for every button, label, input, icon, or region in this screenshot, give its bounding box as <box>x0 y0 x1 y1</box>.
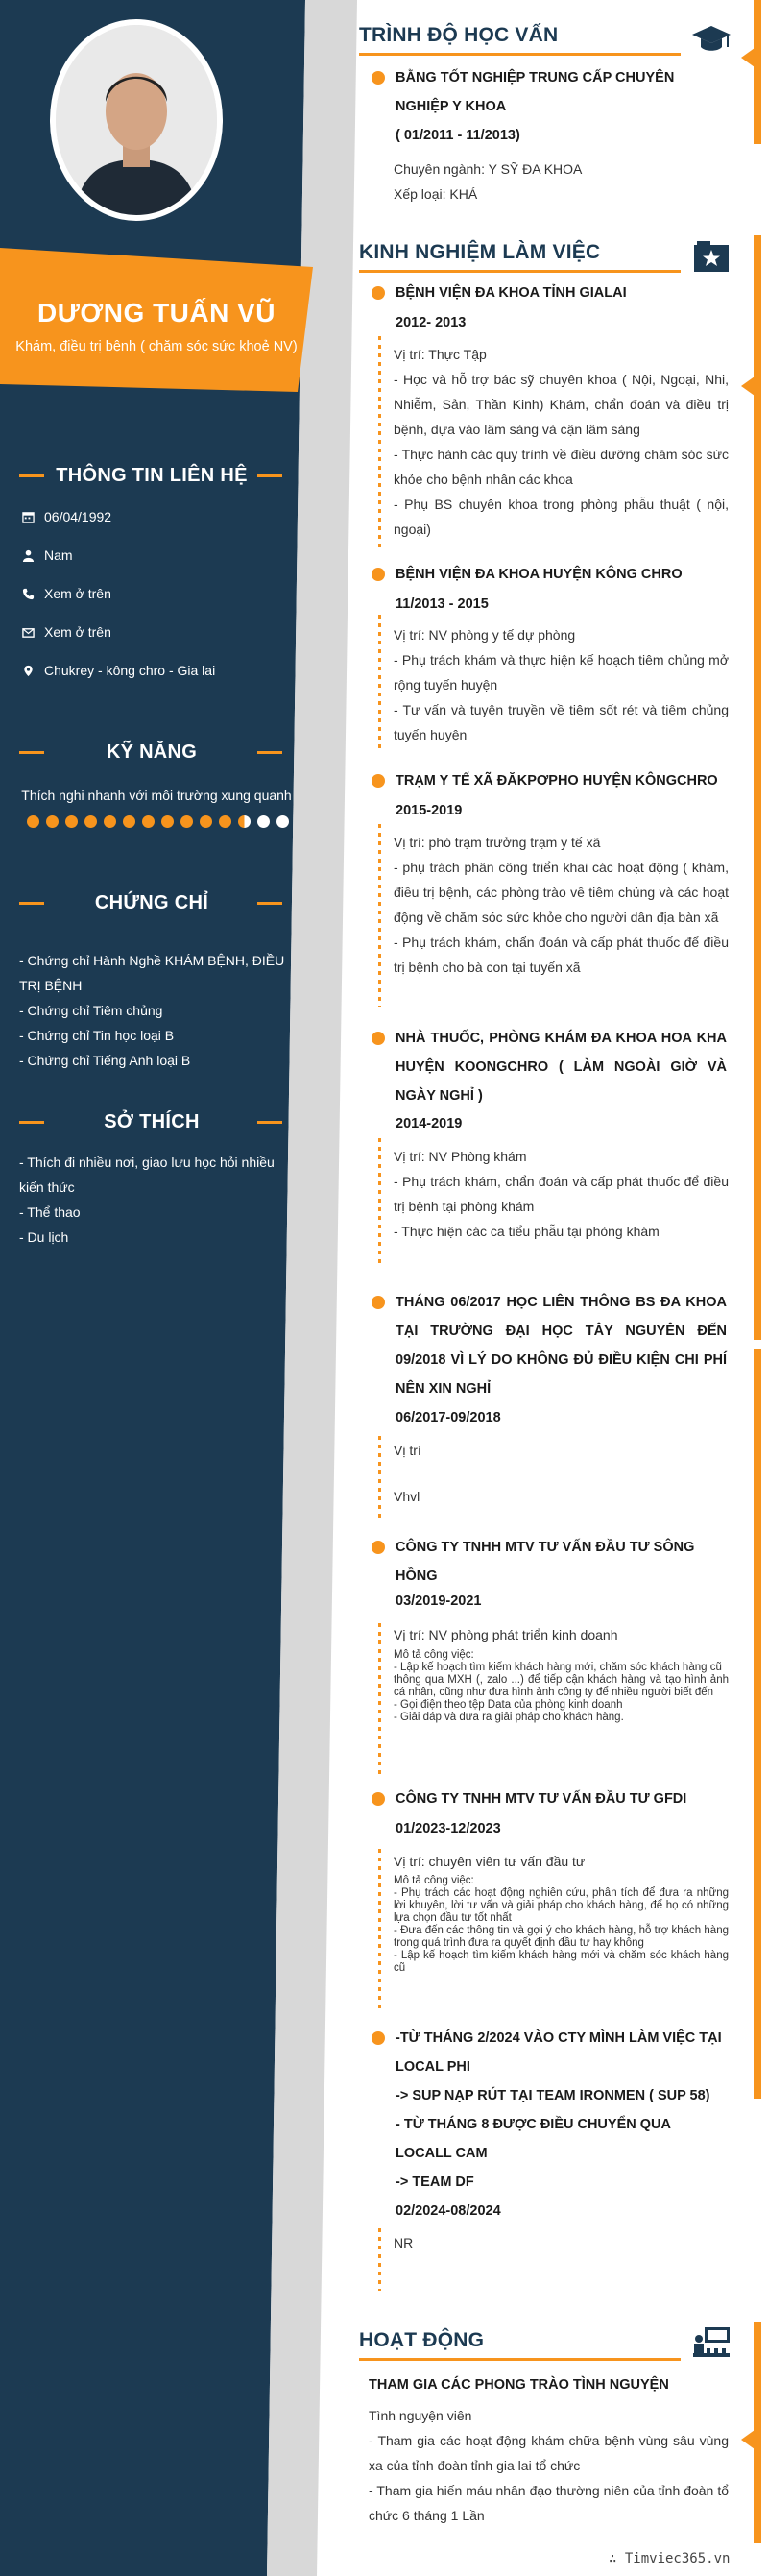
timeline-dot <box>372 1032 385 1045</box>
activity-line: Tình nguyện viên <box>369 2408 472 2423</box>
activity-line: - Tham gia hiến máu nhân đạo thường niên của tỉnh đoàn tổ chức 6 tháng 1 Lần <box>369 2483 729 2523</box>
hobby-item: - Thích đi nhiều nơi, giao lưu học hỏi nhiều kiến thức <box>19 1154 275 1195</box>
certificates-heading <box>0 891 303 914</box>
skill-rating <box>27 815 296 828</box>
experience-heading <box>359 241 747 279</box>
location-pin-icon <box>19 662 36 679</box>
contact-phone <box>19 584 111 603</box>
team-board-icon <box>691 2325 732 2362</box>
timeline-line <box>378 1623 381 1777</box>
experience-title: THÁNG 06/2017 HỌC LIÊN THÔNG BS ĐA KHOA TẠI TRƯỜNG ĐẠI HỌC TÂY NGUYÊN ĐẾN 09/2018 VÌ LÝ DO KHÔNG ĐỦ ĐIỀU KIỆN CHI PHÍ NÊN XIN NGHỈ <box>396 1295 727 1397</box>
experience-desc-line: Mô tả công việc: <box>394 1649 474 1661</box>
section-rail-notch <box>741 377 755 396</box>
experience-desc-line: - Lập kế hoạch tìm kiếm khách hàng mới, chăm sóc khách hàng cũ <box>394 1662 722 1673</box>
experience-date: 2015-2019 <box>396 803 463 818</box>
hobby-item: - Thể thao <box>19 1204 81 1220</box>
experience-desc-line: thông qua MXH (, zalo ...) để tiếp cận khách hàng và tạo hình ảnh cá nhân, cũng như đưa hình ảnh công ty để nhiều người biết đến <box>394 1674 729 1698</box>
experience-heading-text: KINH NGHIỆM LÀM VIỆC <box>359 241 601 263</box>
hobbies-heading <box>0 1110 303 1133</box>
section-rail <box>754 235 761 1340</box>
experience-title: NHÀ THUỐC, PHÒNG KHÁM ĐA KHOA HOA KHA HUYỆN KOONGCHRO ( LÀM NGOÀI GIỜ VÀ NGÀY NGHỈ ) <box>396 1031 727 1104</box>
certificate-item: - Chứng chỉ Tiêm chủng <box>19 1003 163 1018</box>
education-date: ( 01/2011 - 11/2013) <box>396 128 520 143</box>
education-heading <box>359 24 747 62</box>
experience-title: BỆNH VIỆN ĐA KHOA TỈNH GIALAI <box>396 285 627 301</box>
full-name: DƯƠNG TUẤN VŨ <box>36 298 276 328</box>
experience-line: Vhvl <box>394 1489 420 1504</box>
section-rail <box>754 2322 761 2543</box>
certificate-item: - Chứng chỉ Hành Nghề KHÁM BỆNH, ĐIỀU TRỊ BỆNH <box>19 953 285 993</box>
briefcase-star-icon <box>691 237 732 274</box>
education-heading-text: TRÌNH ĐỘ HỌC VẤN <box>359 24 559 46</box>
contact-gender <box>19 546 73 565</box>
hobby-item: - Du lịch <box>19 1229 69 1245</box>
experience-line: - Phụ trách khám, chẩn đoán và cấp phát thuốc để điều trị bệnh cho bà con tại tuyến xã <box>394 935 729 975</box>
contact-phone-text: Xem ở trên <box>44 586 111 601</box>
experience-details <box>394 1144 729 1244</box>
experience-desc-line: Mô tả công việc: <box>394 1875 474 1886</box>
certificate-item: - Chứng chỉ Tiếng Anh loại B <box>19 1053 191 1068</box>
experience-title-line: -> TEAM DF <box>396 2175 474 2190</box>
skill-dot <box>276 815 289 828</box>
timeline-line <box>378 1849 381 2012</box>
section-rail-notch <box>741 2430 755 2449</box>
experience-date: 01/2023-12/2023 <box>396 1821 501 1836</box>
certificate-item: - Chứng chỉ Tin học loại B <box>19 1028 175 1043</box>
contact-email <box>19 622 111 642</box>
experience-desc-line: - Gọi điện theo tệp Data của phòng kinh doanh <box>394 1699 623 1711</box>
experience-desc-line: - Lập kế hoạch tìm kiếm khách hàng mới và chăm sóc khách hàng cũ <box>394 1950 729 1974</box>
education-title: BẰNG TỐT NGHIỆP TRUNG CẤP CHUYÊN NGHIỆP Y KHOA <box>396 70 675 114</box>
skill-dot <box>161 815 174 828</box>
experience-line: - Học và hỗ trợ bác sỹ chuyên khoa ( Nội, Ngoại, Nhi, Nhiễm, Sản, Thần Kinh) Khám, chẩn đoán và điều trị bệnh, dựa vào lâm sàng và cận lâm sàng <box>394 372 729 437</box>
skill-dot <box>84 815 97 828</box>
watermark: ∴ Timviec365.vn <box>609 2551 731 2566</box>
experience-line: Vị trí: NV phòng y tế dự phòng <box>394 627 576 643</box>
experience-details <box>394 342 729 542</box>
experience-details <box>394 1622 729 1647</box>
timeline-dot <box>372 2031 385 2045</box>
skill-dot <box>65 815 78 828</box>
skill-dot <box>46 815 59 828</box>
experience-title: CÔNG TY TNHH MTV TƯ VẤN ĐẦU TƯ GFDI <box>396 1791 687 1807</box>
experience-line: - Phụ trách khám, chẩn đoán và cấp phát thuốc để điều trị bệnh tại phòng khám <box>394 1174 729 1214</box>
experience-details <box>394 830 729 980</box>
skill-label: Thích nghi nhanh với môi trường xung quanh <box>21 788 292 803</box>
experience-date: 2014-2019 <box>396 1116 463 1131</box>
experience-title-line: -TỪ THÁNG 2/2024 VÀO CTY MÌNH LÀM VIỆC TẠI LOCAL PHI <box>396 2030 722 2075</box>
activity-line: - Tham gia các hoạt động khám chữa bệnh vùng sâu vùng xa của tỉnh đoàn tỉnh gia lai tổ chức <box>369 2433 729 2473</box>
timeline-dot <box>372 1541 385 1554</box>
skills-heading-text: KỸ NĂNG <box>106 741 198 763</box>
skill-dot <box>123 815 135 828</box>
calendar-icon <box>19 508 36 525</box>
experience-line: NR <box>394 2235 414 2250</box>
experience-title: TRẠM Y TẾ XÃ ĐĂKPƠPHO HUYỆN KÔNGCHRO <box>396 773 718 789</box>
section-rail <box>754 1349 761 2099</box>
contact-birthday-text: 06/04/1992 <box>44 509 112 524</box>
experience-line: Vị trí: Thực Tập <box>394 347 487 362</box>
experience-line: - phụ trách phân công triển khai các hoạt động ( khám, điều trị bệnh, các phòng trào về tiêm chủng và các hoạt động về chăm sóc sức khỏe cho người dân địa bàn xã <box>394 860 729 925</box>
experience-line: Vị trí <box>394 1443 421 1458</box>
experience-desc-line: - Giải đáp và đưa ra giải pháp cho khách hàng. <box>394 1712 624 1723</box>
timeline-line <box>378 2228 381 2291</box>
timeline-dot <box>372 568 385 581</box>
skill-dot <box>257 815 270 828</box>
activity-title: THAM GIA CÁC PHONG TRÀO TÌNH NGUYỆN <box>369 2377 669 2393</box>
experience-title: BỆNH VIỆN ĐA KHOA HUYỆN KÔNG CHRO <box>396 567 683 582</box>
experience-line: Vị trí: NV phòng phát triển kinh doanh <box>394 1627 618 1642</box>
hobbies-heading-text: SỞ THÍCH <box>104 1110 200 1132</box>
phone-icon <box>19 585 36 602</box>
experience-line: - Thực hiện các ca tiểu phẫu tại phòng khám <box>394 1224 660 1239</box>
experience-line: - Phụ trách khám và thực hiện kế hoạch tiêm chủng mở rộng tuyến huyện <box>394 652 729 693</box>
experience-title-line: - TỪ THÁNG 8 ĐƯỢC ĐIỀU CHUYỂN QUA LOCALL CAM <box>396 2117 671 2161</box>
contact-gender-text: Nam <box>44 547 73 563</box>
skill-dot <box>180 815 193 828</box>
experience-line: - Tư vấn và tuyên truyền về tiêm sốt rét và tiêm chủng tuyến huyện <box>394 702 729 742</box>
timeline-dot <box>372 1296 385 1309</box>
education-line: Xếp loại: KHÁ <box>394 186 478 202</box>
experience-title-line: -> SUP NẠP RÚT TẠI TEAM IRONMEN ( SUP 58) <box>396 2088 710 2103</box>
experience-details <box>394 622 729 747</box>
contact-birthday <box>19 507 111 526</box>
contact-heading-text: THÔNG TIN LIÊN HỆ <box>56 464 248 486</box>
activity-details <box>369 2403 729 2528</box>
experience-title-block <box>396 2024 727 2197</box>
email-icon <box>19 623 36 641</box>
timeline-dot <box>372 1792 385 1806</box>
contact-email-text: Xem ở trên <box>44 624 111 640</box>
activities-heading <box>359 2329 747 2368</box>
skill-dot <box>238 815 251 828</box>
contact-address-text: Chukrey - kông chro - Gia lai <box>44 663 216 678</box>
timeline-dot <box>372 774 385 788</box>
experience-line: Vị trí: chuyên viên tư vấn đầu tư <box>394 1854 586 1869</box>
section-rail <box>754 0 761 144</box>
experience-details <box>394 1438 729 1509</box>
experience-date: 06/2017-09/2018 <box>396 1410 501 1425</box>
timeline-line <box>378 615 381 749</box>
experience-line: Vị trí: NV Phòng khám <box>394 1149 527 1164</box>
avatar <box>50 19 223 221</box>
contact-heading <box>0 464 303 487</box>
experience-desc-line: - Phụ trách các hoạt động nghiên cứu, phân tích để đưa ra những lời khuyên, lời tư vấn và giải pháp cho khách hàng, để họ có những lựa chọn đầu tư tốt nhất <box>394 1887 729 1924</box>
education-details <box>394 157 729 207</box>
timeline-line <box>378 1138 381 1263</box>
experience-date: 11/2013 - 2015 <box>396 596 489 612</box>
avatar-photo <box>56 25 217 215</box>
timeline-line <box>378 824 381 1007</box>
education-line: Chuyên ngành: Y SỸ ĐA KHOA <box>394 161 583 177</box>
experience-description <box>394 1649 729 1724</box>
experience-line: - Phụ BS chuyên khoa trong phòng phẫu thuật ( nội, ngoại) <box>394 497 729 537</box>
experience-line: Vị trí: phó trạm trưởng trạm y tế xã <box>394 835 601 850</box>
experience-line: - Thực hành các quy trình về điều dưỡng chăm sóc sức khỏe cho bệnh nhân các khoa <box>394 447 729 487</box>
timeline-line <box>378 336 381 547</box>
experience-description <box>394 1875 729 1975</box>
certificates-heading-text: CHỨNG CHỈ <box>94 891 209 913</box>
experience-details <box>394 1849 729 1874</box>
hobbies-list <box>19 1150 298 1250</box>
activities-heading-text: HOẠT ĐỘNG <box>359 2329 485 2351</box>
graduation-cap-icon <box>691 20 732 57</box>
timeline-line <box>378 1436 381 1522</box>
skills-heading <box>0 741 303 764</box>
experience-title: CÔNG TY TNHH MTV TƯ VẤN ĐẦU TƯ SÔNG HỒNG <box>396 1540 695 1584</box>
person-icon <box>19 547 36 564</box>
job-subtitle: Khám, điều trị bệnh ( chăm sóc sức khoẻ NV) <box>15 339 298 354</box>
skill-dot <box>27 815 39 828</box>
skill-dot <box>219 815 231 828</box>
experience-date: 2012- 2013 <box>396 315 467 330</box>
experience-desc-line: - Đưa đến các thông tin và gợi ý cho khách hàng, hỗ trợ khách hàng trong quá trình đưa ra quyết định đầu tư hay không <box>394 1925 729 1949</box>
watermark-text: Timviec365.vn <box>624 2551 731 2566</box>
contact-address <box>19 661 215 680</box>
skill-dot <box>104 815 116 828</box>
timeline-dot <box>372 71 385 85</box>
certificates-list <box>19 948 298 1073</box>
timeline-dot <box>372 286 385 300</box>
experience-details <box>394 2230 729 2255</box>
experience-date: 03/2019-2021 <box>396 1593 482 1609</box>
skill-dot <box>142 815 155 828</box>
skill-dot <box>200 815 212 828</box>
experience-date: 02/2024-08/2024 <box>396 2203 501 2219</box>
